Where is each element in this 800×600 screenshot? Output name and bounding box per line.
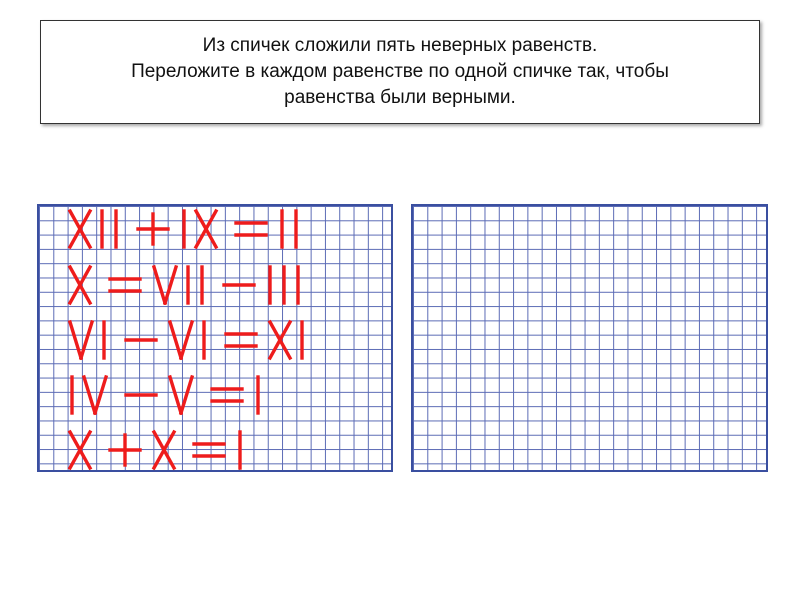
task-line-3: равенства были верными. (284, 87, 516, 108)
task-line-2: Переложите в каждом равенстве по одной спичке так, чтобы (131, 61, 669, 82)
grid-paper-right (411, 204, 768, 472)
task-text-box (40, 20, 760, 124)
task-line-1: Из спичек сложили пять неверных равенств. (202, 35, 598, 56)
grid-paper-left (37, 204, 393, 472)
